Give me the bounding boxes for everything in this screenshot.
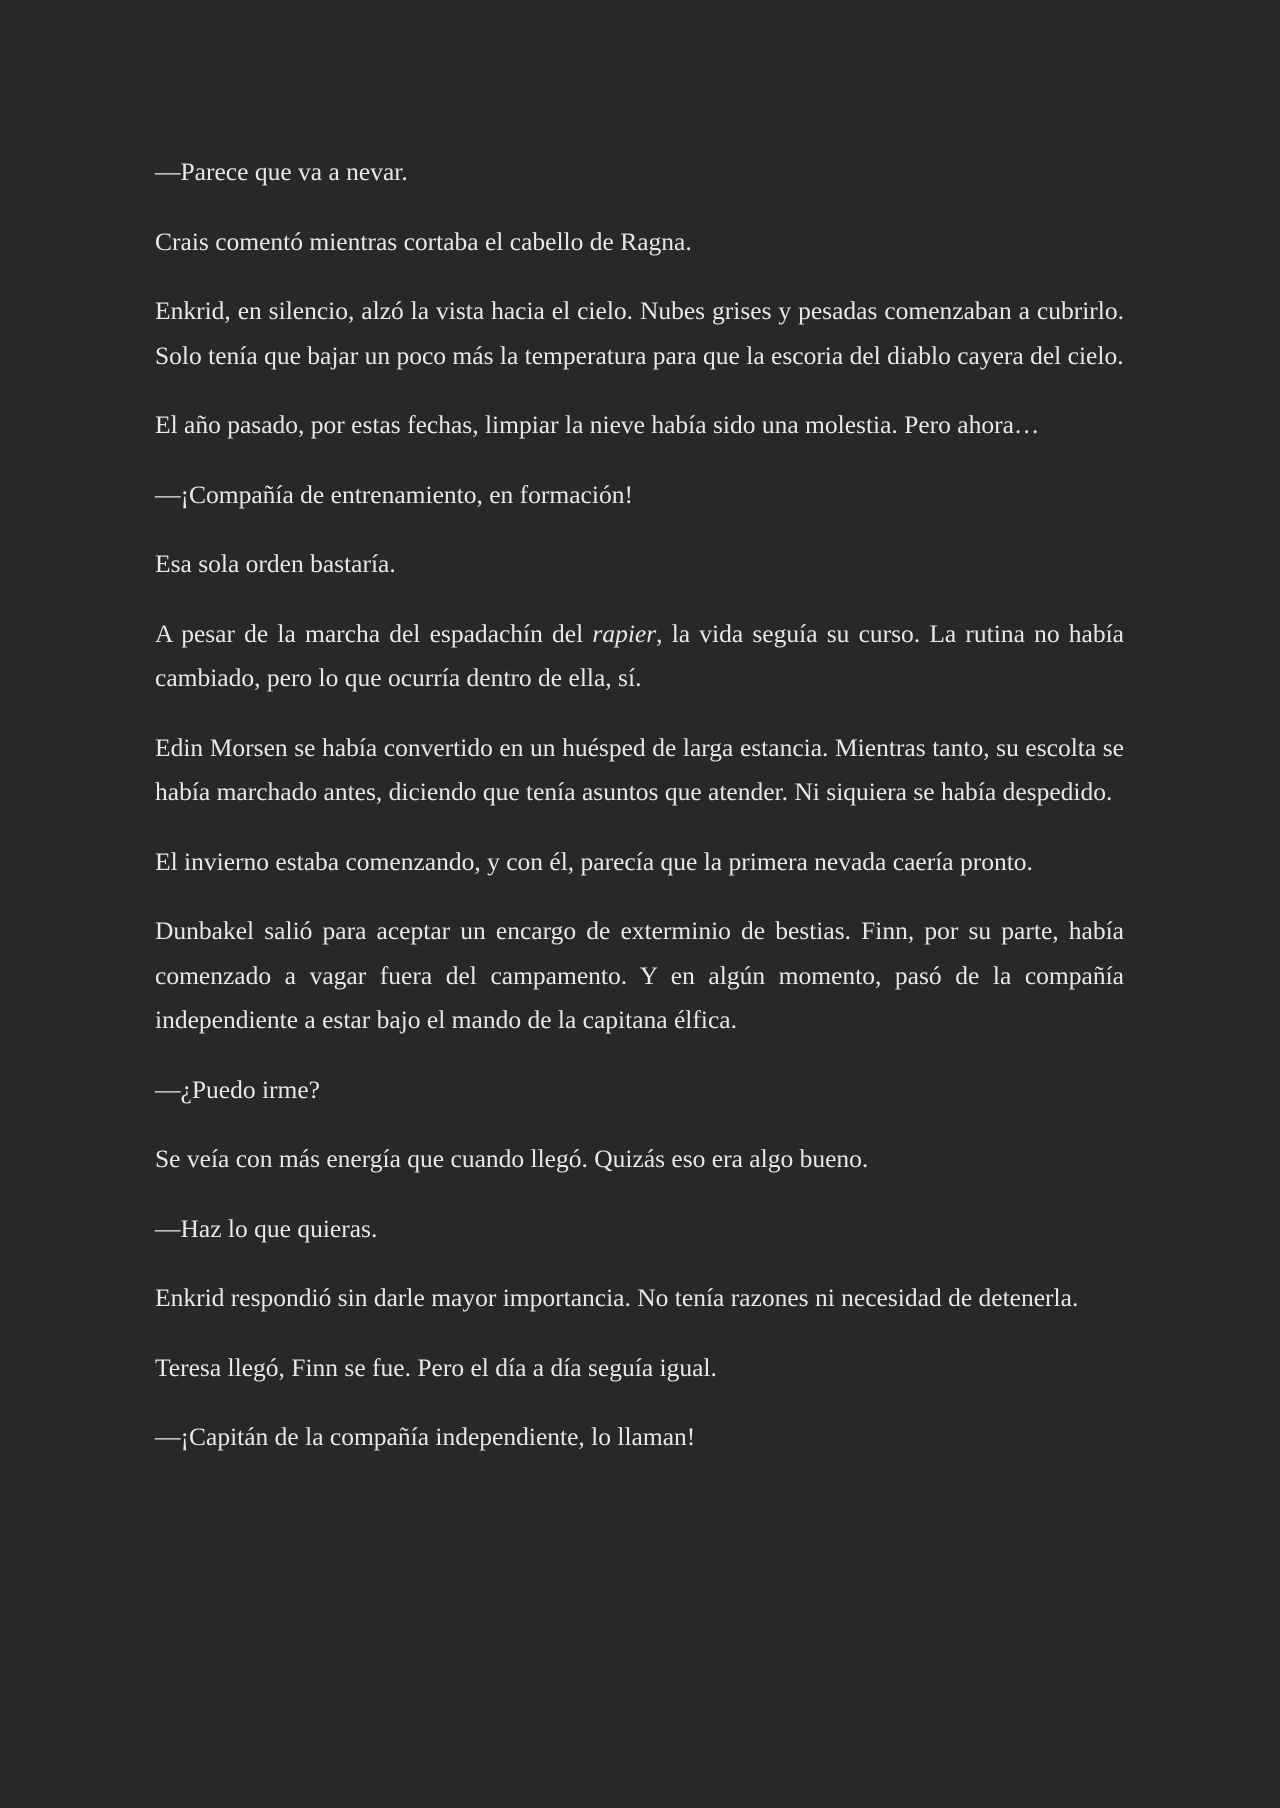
paragraph-7-start: A pesar de la marcha del espadachín del (155, 618, 593, 648)
paragraph-7 (155, 612, 1124, 701)
paragraph-3: Enkrid, en silencio, alzó la vista hacia el cielo. Nubes grises y pesadas comenzaban a cubrirlo. Solo tenía que bajar un poco más la temperatura para que la escoria del diablo cayera del cielo. (155, 296, 1124, 370)
paragraph-13: —Haz lo que quieras. (155, 1213, 378, 1243)
reader-page (155, 150, 1124, 1460)
paragraph-16: —¡Capitán de la compañía independiente, lo llaman! (155, 1422, 696, 1451)
paragraph-4: El año pasado, por estas fechas, limpiar la nieve había sido una molestia. Pero ahora… (155, 410, 1040, 439)
paragraph-2: Crais comentó mientras cortaba el cabello de Ragna. (155, 226, 692, 256)
paragraph-8: Edin Morsen se había convertido en un huésped de larga estancia. Mientras tanto, su escolta se había marchado antes, diciendo que tenía asuntos que atender. Ni siquiera se había despedido. (155, 732, 1124, 806)
italic-term: rapier (592, 618, 657, 648)
paragraph-7-end: , la vida seguía su curso. La rutina no había cambiado, pero lo que ocurría dentro de ella, sí. (155, 618, 1125, 692)
paragraph-14: Enkrid respondió sin darle mayor importancia. No tenía razones ni necesidad de detenerla. (155, 1283, 1079, 1312)
paragraph-15: Teresa llegó, Finn se fue. Pero el día a día seguía igual. (155, 1352, 717, 1382)
paragraph-11: —¿Puedo irme? (155, 1074, 320, 1104)
paragraph-6: Esa sola orden bastaría. (155, 549, 396, 578)
paragraph-10: Dunbakel salió para aceptar un encargo de exterminio de bestias. Finn, por su parte, había comenzado a vagar fuera del campamento. Y en algún momento, pasó de la compañía independiente a estar bajo el mando de la capitana élfica. (155, 916, 1124, 1034)
paragraph-1: —Parece que va a nevar. (155, 157, 408, 186)
paragraph-5: —¡Compañía de entrenamiento, en formación! (155, 479, 633, 509)
paragraph-12: Se veía con más energía que cuando llegó. Quizás eso era algo bueno. (155, 1144, 869, 1173)
paragraph-9: El invierno estaba comenzando, y con él, parecía que la primera nevada caería pronto. (155, 846, 1033, 876)
